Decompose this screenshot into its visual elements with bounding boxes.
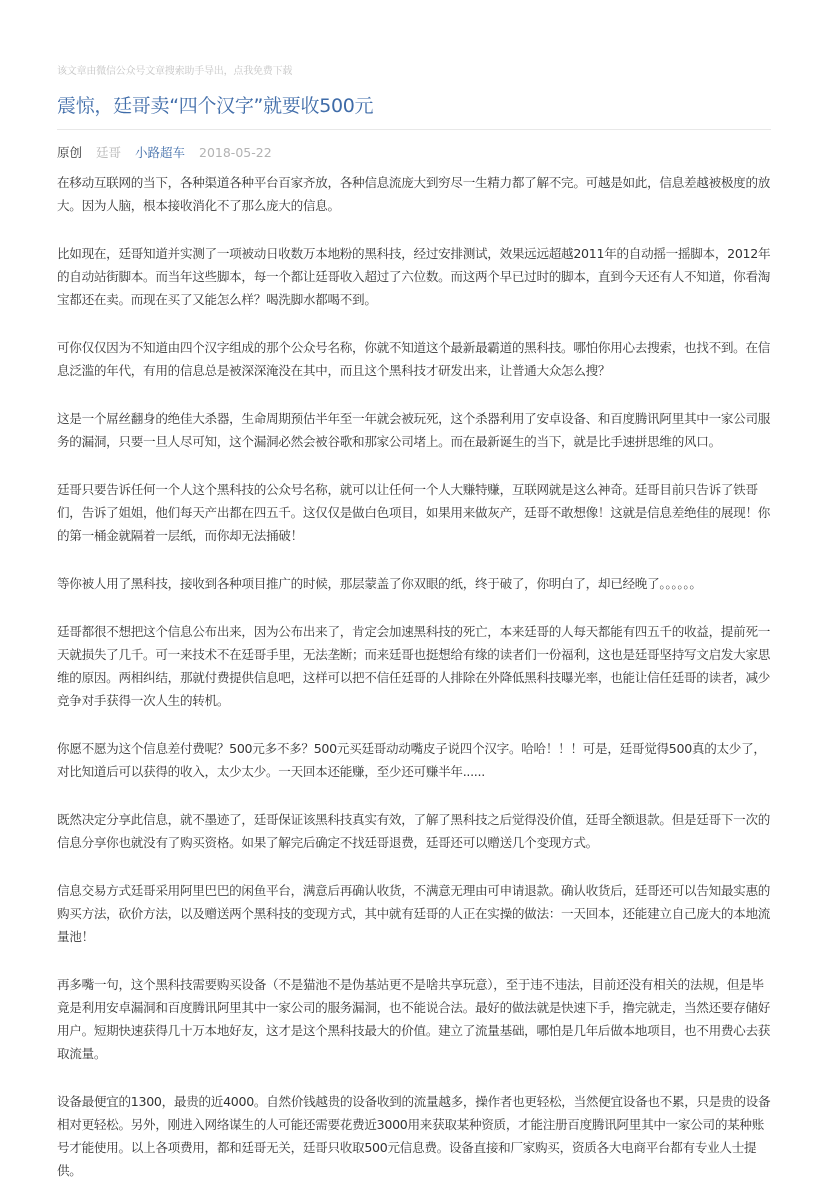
paragraph: 再多嘴一句，这个黑科技需要购买设备（不是猫池不是伪基站更不是啥共享玩意），至于违不违法，目前还没有相关的法规，但是毕竟是利用安卓漏洞和百度腾讯阿里其中一家公司的服务漏洞，也不能说合法。最好的做法就是快速下手，撸完就走，当然还要存储好用户。短期快速获得几十万本地好友，这才是这个黑科技最大的价值。建立了流量基础，哪怕是几年后做本地项目，也不用费心去获取流量。 (57, 977, 771, 1061)
author-name: 廷哥 (96, 145, 122, 160)
title-divider (57, 129, 771, 130)
export-notice (57, 0, 770, 80)
account-link[interactable]: 小路超车 (135, 145, 186, 160)
paragraph: 信息交易方式廷哥采用阿里巴巴的闲鱼平台，满意后再确认收货，不满意无理由可申请退款。确认收货后，廷哥还可以告知最实惠的购买方法，砍价方法，以及赠送两个黑科技的变现方式，其中就有廷哥的人正在实操的做法：一天回本，还能建立自己庞大的本地流量池！ (57, 883, 771, 944)
paragraph: 你愿不愿为这个信息差付费呢？500元多不多？500元买廷哥动动嘴皮子说四个汉字。哈哈！！！可是，廷哥觉得500真的太少了，对比知道后可以获得的收入，太少太少。一天回本还能赚，至少还可赚半年...... (57, 741, 766, 779)
paragraph: 廷哥都很不想把这个信息公布出来，因为公布出来了，肯定会加速黑科技的死亡，本来廷哥的人每天都能有四五千的收益，提前死一天就损失了几千。可一来技术不在廷哥手里，无法垄断；而来廷哥也挺想给有缘的读者们一份福利，这也是廷哥坚持写文启发大家思维的原因。两相纠结，那就付费提供信息吧，这样可以把不信任廷哥的人排除在外降低黑科技曝光率，也能让信任廷哥的读者，减少竞争对手获得一次人生的转机。 (57, 624, 771, 708)
article-body (57, 171, 771, 1182)
paragraph: 廷哥只要告诉任何一个人这个黑科技的公众号名称，就可以让任何一个人大赚特赚，互联网就是这么神奇。廷哥目前只告诉了铁哥们，告诉了姐姐，他们每天产出都在四五千。这仅仅是做白色项目，如果用来做灰产，廷哥不敢想像！这就是信息差绝佳的展现！你的第一桶金就隔着一层纸，而你却无法捅破！ (57, 482, 771, 543)
original-label: 原创 (57, 145, 83, 160)
article-meta (57, 143, 770, 163)
paragraph: 在移动互联网的当下，各种渠道各种平台百家齐放，各种信息流庞大到穷尽一生精力都了解不完。可越是如此，信息差越被极度的放大。因为人脑，根本接收消化不了那么庞大的信息。 (57, 175, 771, 213)
paragraph: 比如现在，廷哥知道并实测了一项被动日收数万本地粉的黑科技，经过安排测试，效果远远超越2011年的自动摇一摇脚本，2012年的自动站街脚本。而当年这些脚本，每一个都让廷哥收入超过了六位数。而这两个早已过时的脚本，直到今天还有人不知道，你看淘宝都还在卖。而现在买了又能怎么样？喝洗脚水都喝不到。 (57, 246, 771, 307)
export-notice-link[interactable]: 该文章由微信公众号文章搜索助手导出，点我免费下载 (57, 66, 293, 77)
publish-date: 2018-05-22 (199, 145, 272, 160)
paragraph: 这是一个屌丝翻身的绝佳大杀器，生命周期预估半年至一年就会被玩死，这个杀器利用了安卓设备、和百度腾讯阿里其中一家公司服务的漏洞，只要一旦人尽可知，这个漏洞必然会被谷歌和那家公司堵上。而在最新诞生的当下，就是比手速拼思维的风口。 (57, 411, 771, 449)
paragraph: 设备最便宜的1300，最贵的近4000。自然价钱越贵的设备收到的流量越多，操作者也更轻松，当然便宜设备也不累，只是贵的设备相对更轻松。另外，刚进入网络谋生的人可能还需要花费近3000用来获取某种资质，才能注册百度腾讯阿里其中一家公司的某种账号才能使用。以上各项费用，都和廷哥无关，廷哥只收取500元信息费。设备直接和厂家购买，资质各大电商平台都有专业人士提供。 (57, 1094, 771, 1178)
article-title: 震惊，廷哥卖“四个汉字”就要收500元 (57, 95, 374, 117)
paragraph: 既然决定分享此信息，就不墨迹了，廷哥保证该黑科技真实有效，了解了黑科技之后觉得没价值，廷哥全额退款。但是廷哥下一次的信息分享你也就没有了购买资格。如果了解完后确定不找廷哥退费，廷哥还可以赠送几个变现方式。 (57, 812, 771, 850)
paragraph: 可你仅仅因为不知道由四个汉字组成的那个公众号名称，你就不知道这个最新最霸道的黑科技。哪怕你用心去搜索，也找不到。在信息泛滥的年代，有用的信息总是被深深淹没在其中，而且这个黑科技才研发出来，让普通大众怎么搜？ (57, 340, 771, 378)
paragraph: 等你被人用了黑科技，接收到各种项目推广的时候，那层蒙盖了你双眼的纸，终于破了，你明白了，却已经晚了。。。。。。 (57, 576, 702, 591)
